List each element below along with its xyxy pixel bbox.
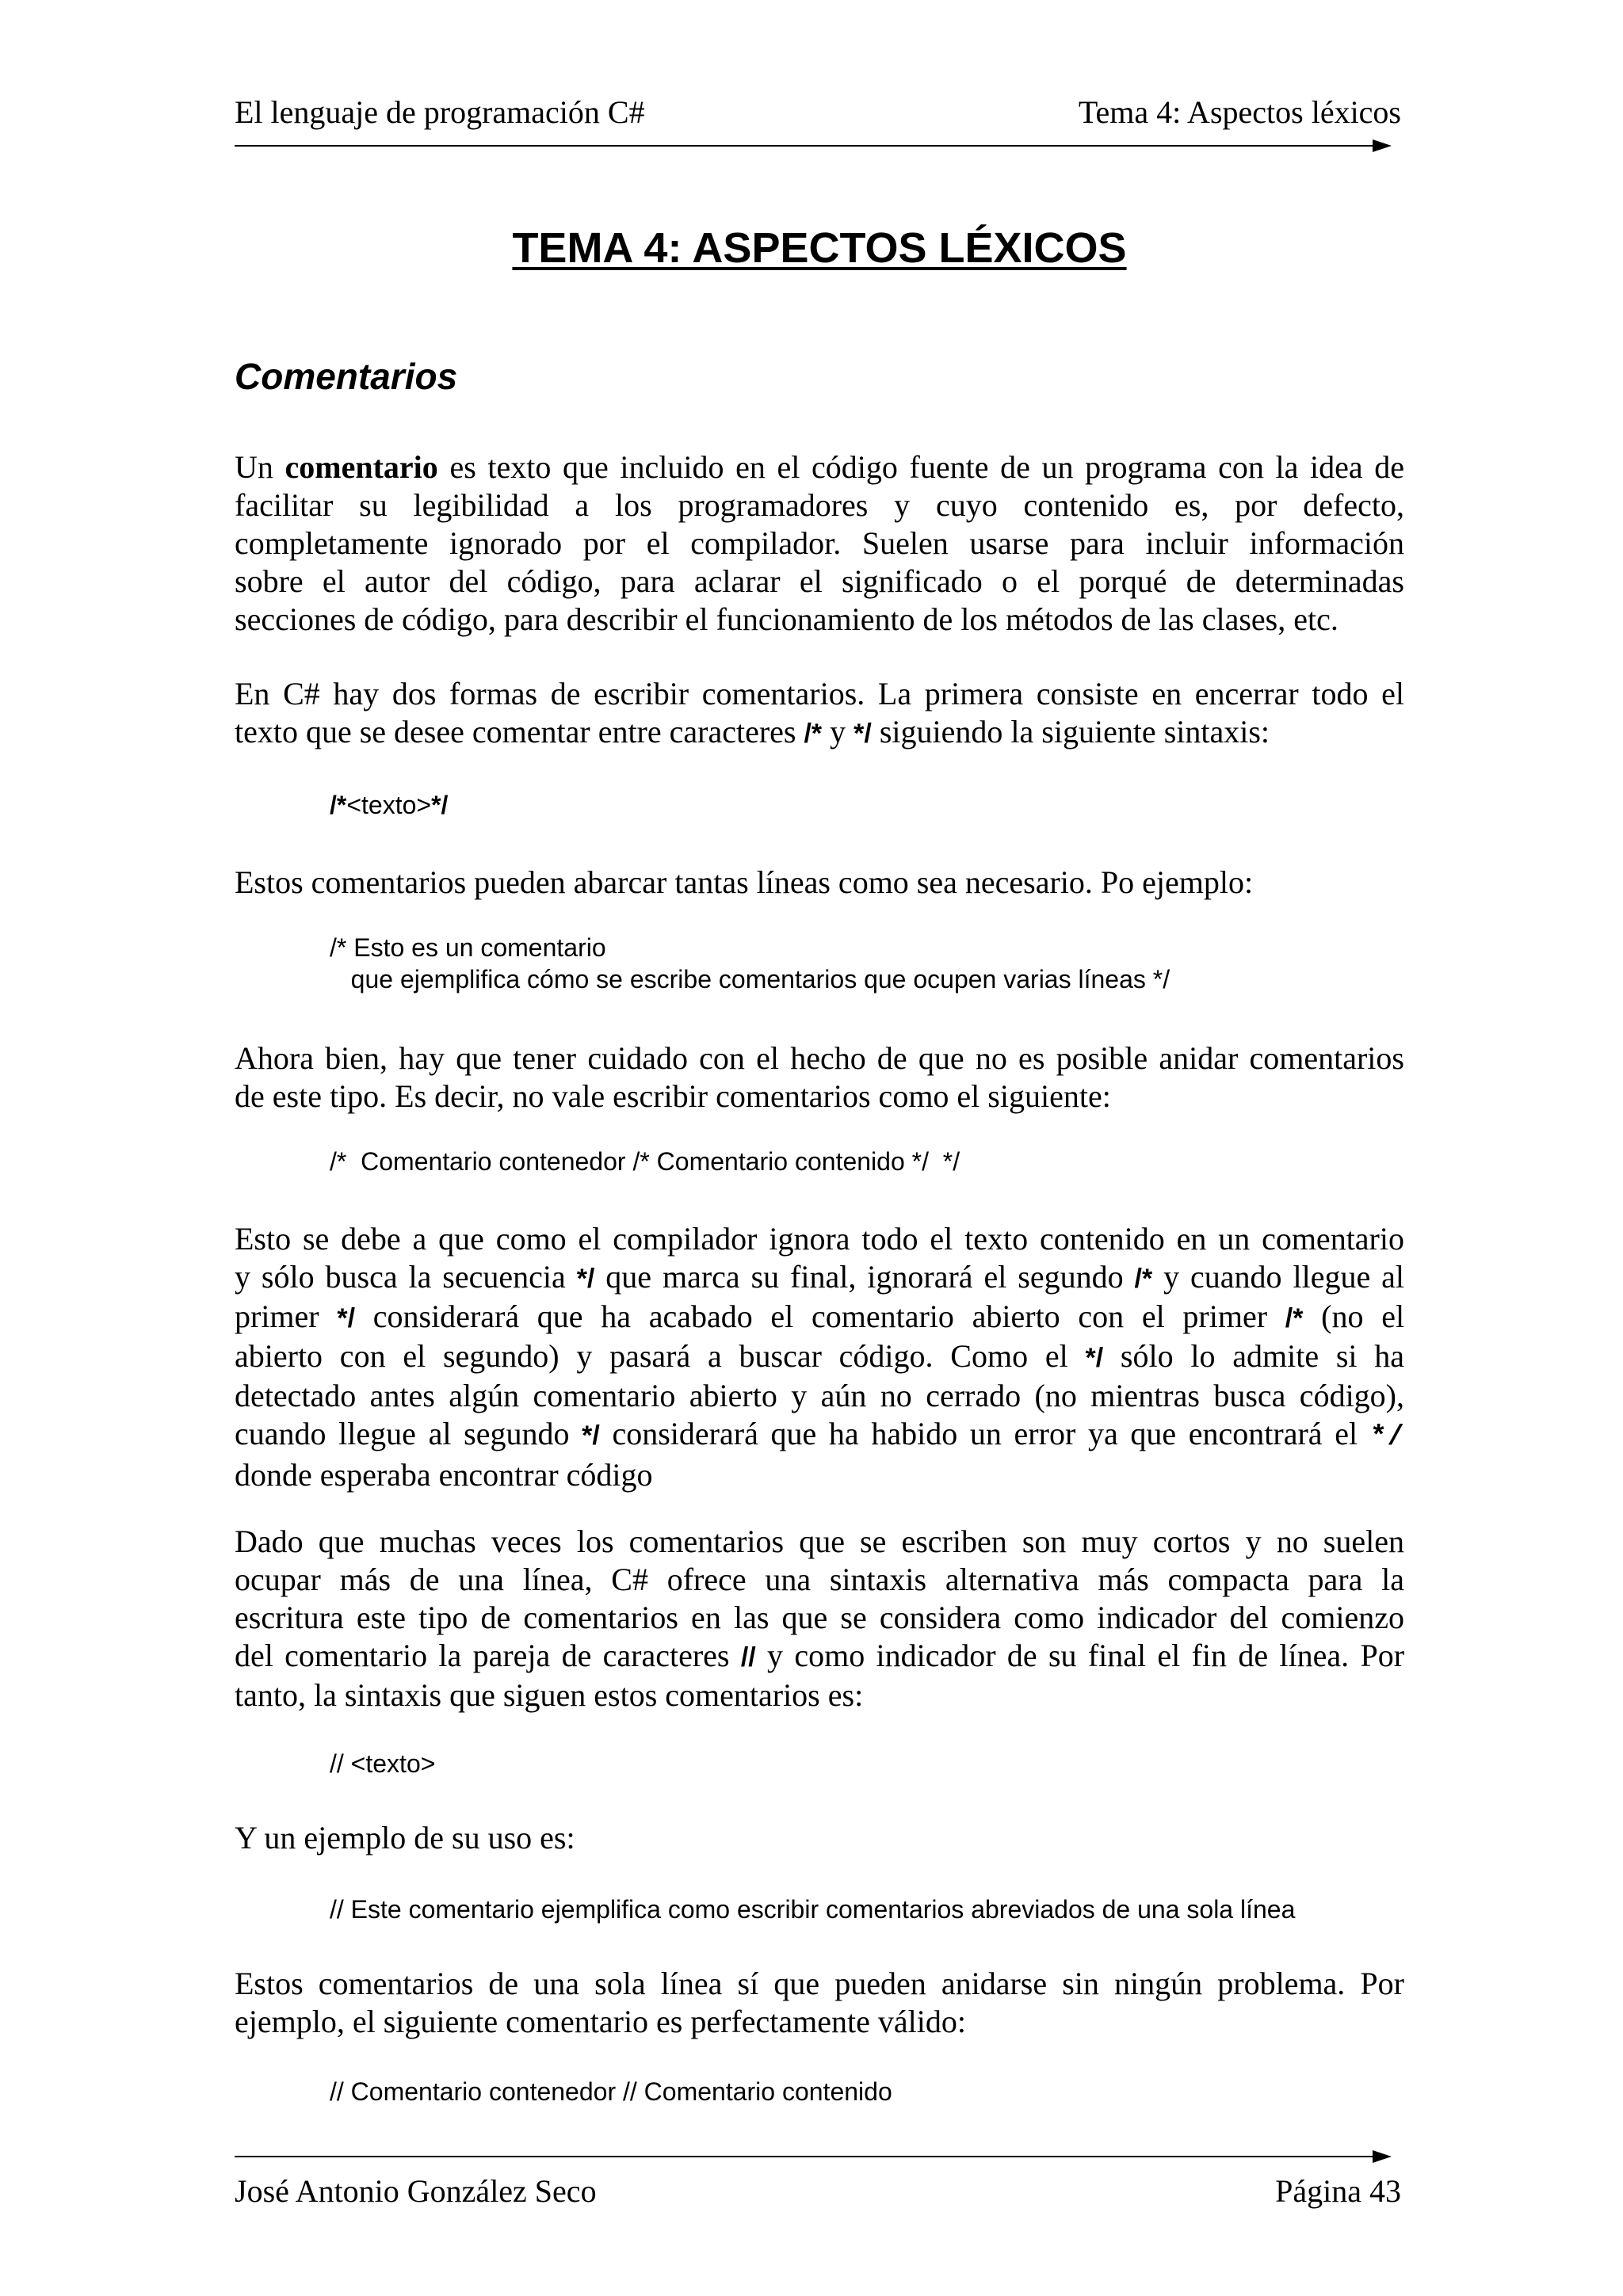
code-block-single-line-example: // Este comentario ejemplifica como escribir comentarios abreviados de una sola línea: [330, 1895, 1296, 1924]
page-title: TEMA 4: ASPECTOS LÉXICOS: [512, 224, 1127, 272]
paragraph-single-line-comments: Dado que muchas veces los comentarios que se escriben son muy cortos y no suelen ocupar más de una línea, C# ofrece una sintaxis alternativa más compacta para la escritura este tipo de comentarios en las que se considera como indicador del comienzo del comentario la pareja de caracteres // y como indicador de su final el fin de línea. Por tanto, la sintaxis que siguen estos comentarios es:: [235, 1524, 1405, 1713]
paragraph-nesting-warning: Ahora bien, hay que tener cuidado con el hecho de que no es posible anidar comentarios de este tipo. Es decir, no vale escribir comentarios como el siguiente:: [235, 1040, 1404, 1114]
footer-arrow-rule: [235, 2149, 1392, 2164]
footer-author: José Antonio González Seco: [235, 2173, 597, 2209]
header-arrow-rule: [235, 138, 1392, 154]
token-open-comment: /*: [804, 719, 823, 749]
code-block-nested-single-line: // Comentario contenedor // Comentario contenido: [330, 2077, 892, 2106]
paragraph-two-forms: En C# hay dos formas de escribir comentarios. La primera consiste en encerrar todo el texto que se desee comentar entre caracteres /* y */ siguiendo la siguiente sintaxis:: [235, 676, 1404, 749]
code-block-invalid-nesting: /* Comentario contenedor /* Comentario contenido */ */: [330, 1147, 960, 1176]
token-close-comment: */: [854, 719, 872, 749]
code-block-multiline-example: /* Esto es un comentario que ejemplifica cómo se escribe comentarios que ocupen varias líneas */: [330, 933, 1170, 994]
token-double-slash: //: [740, 1642, 756, 1672]
paragraph-usage-example: Y un ejemplo de su uso es:: [235, 1820, 575, 1855]
code-block-single-line-syntax: // <texto>: [330, 1749, 436, 1778]
paragraph-definition: Un comentario es texto que incluido en el código fuente de un programa con la idea de facilitar su legibilidad a los programadores y cuyo contenido es, por defecto, completamente ignorado por el compilador. Suelen usarse para incluir información sobre el autor del código, para aclarar el significado o el porqué de determinadas secciones de código, para describir el funcionamiento de los métodos de las clases, etc.: [235, 449, 1404, 637]
header-chapter-title: Tema 4: Aspectos léxicos: [1078, 94, 1401, 130]
paragraph-multiline: Estos comentarios pueden abarcar tantas líneas como sea necesario. Po ejemplo:: [235, 864, 1254, 900]
keyword-comentario: comentario: [285, 449, 438, 485]
code-block-syntax: /*<texto>*/: [330, 791, 449, 819]
footer-page-number: Página 43: [1275, 2173, 1401, 2209]
header-book-title: El lenguaje de programación C#: [235, 94, 645, 130]
section-heading: Comentarios: [235, 356, 458, 397]
paragraph-nesting-allowed: Estos comentarios de una sola línea sí que pueden anidarse sin ningún problema. Por ejemplo, el siguiente comentario es perfectamente válido:: [235, 1966, 1404, 2039]
paragraph-nesting-explanation: Esto se debe a que como el compilador ignora todo el texto contenido en un comentario y sólo busca la secuencia */ que marca su final, ignorará el segundo /* y cuando llegue al primer */ considerará que ha acabado el comentario abierto con el primer /* (no el abierto con el segundo) y pasará a buscar código. Como el */ sólo lo admite si ha detectado antes algún comentario abierto y aún no cerrado (no mientras busca código), cuando llegue al segundo */ considerará que ha habido un error ya que encontrará el */ donde esperaba encontrar código: [235, 1221, 1405, 1493]
